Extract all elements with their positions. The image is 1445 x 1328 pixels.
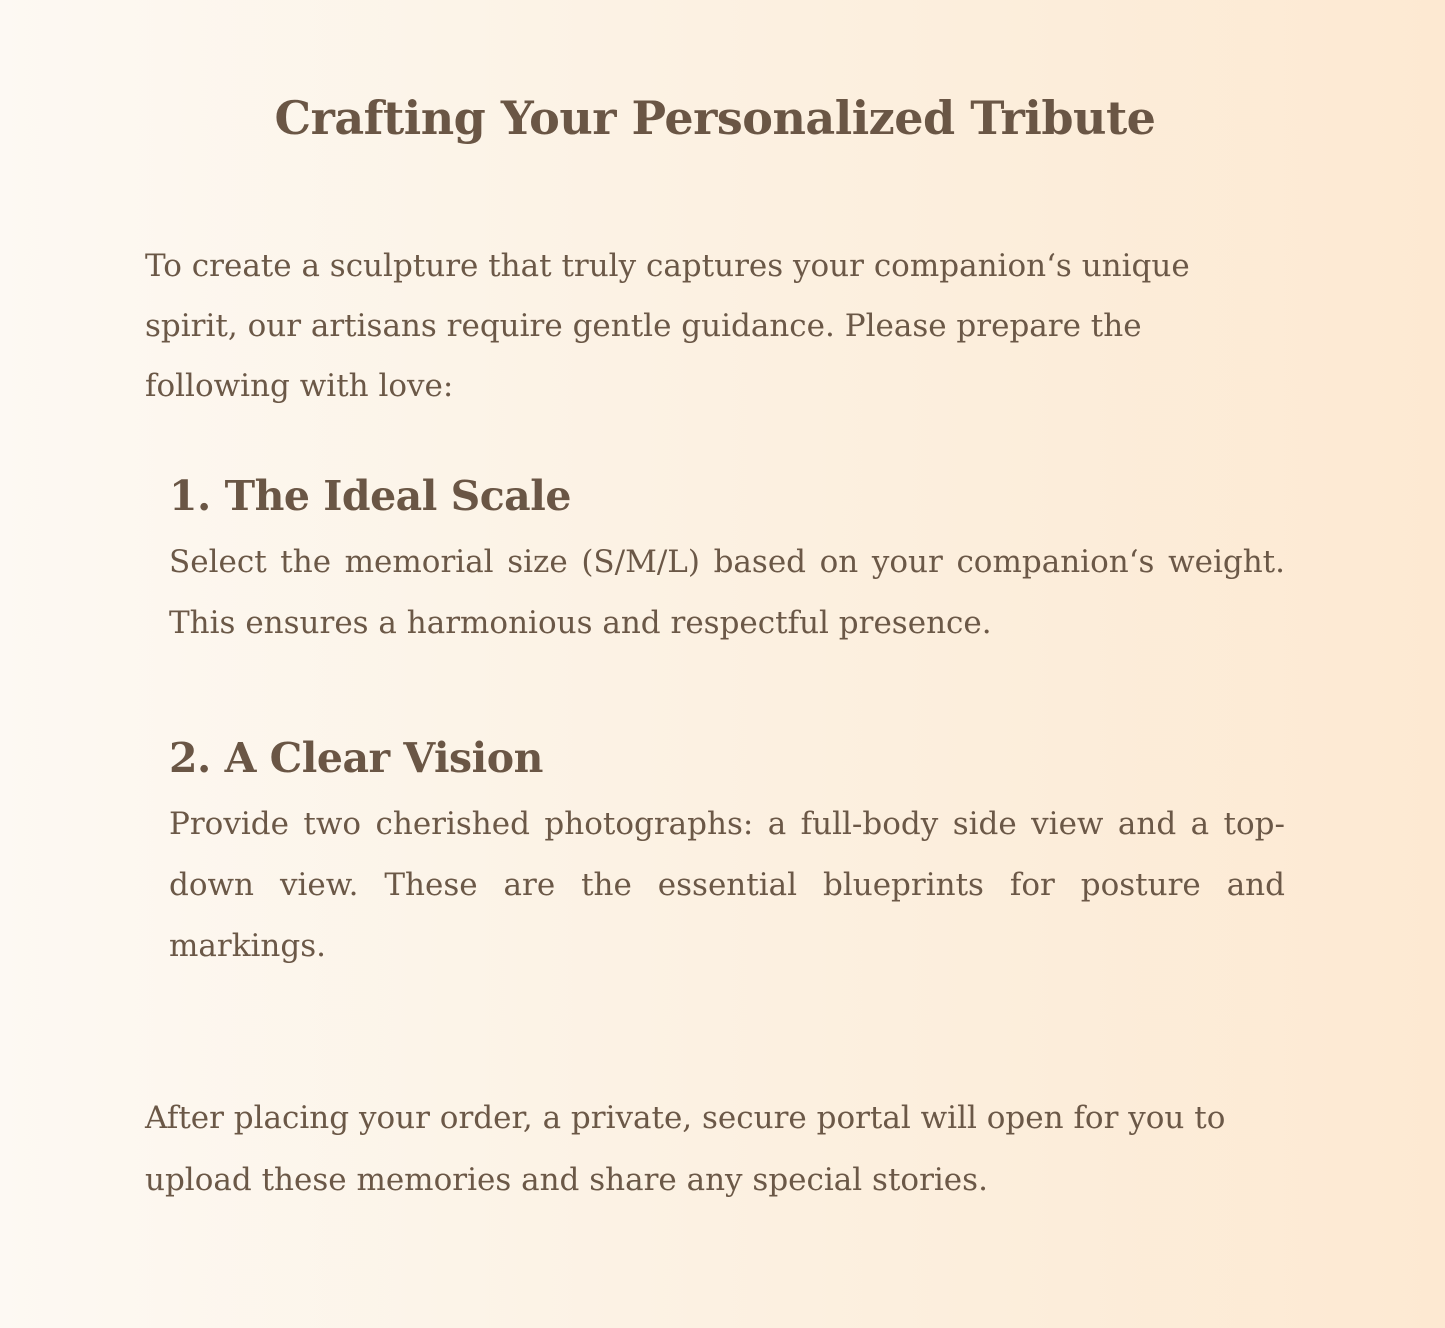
- step-title: 2. A Clear Vision: [169, 734, 543, 782]
- closing-paragraph: After placing your order, a private, secure portal will open for you to upload these memories and share any special stories.: [145, 1100, 1226, 1198]
- step-ideal-scale: [169, 466, 1285, 654]
- step-title: 1. The Ideal Scale: [169, 472, 571, 520]
- page-title: Crafting Your Personalized Tribute: [274, 91, 1156, 145]
- step-clear-vision: [169, 728, 1285, 977]
- step-description: Provide two cherished photographs: a full-body side view and a top-down view. These are the essential blueprints for posture and markings.: [169, 806, 1285, 964]
- intro-paragraph: To create a sculpture that truly captures your companion‘s unique spirit, our artisans require gentle guidance. Please prepare the following with love:: [145, 248, 1190, 404]
- step-description: Select the memorial size (S/M/L) based on your companion‘s weight. This ensures a harmonious and respectful presence.: [169, 544, 1285, 641]
